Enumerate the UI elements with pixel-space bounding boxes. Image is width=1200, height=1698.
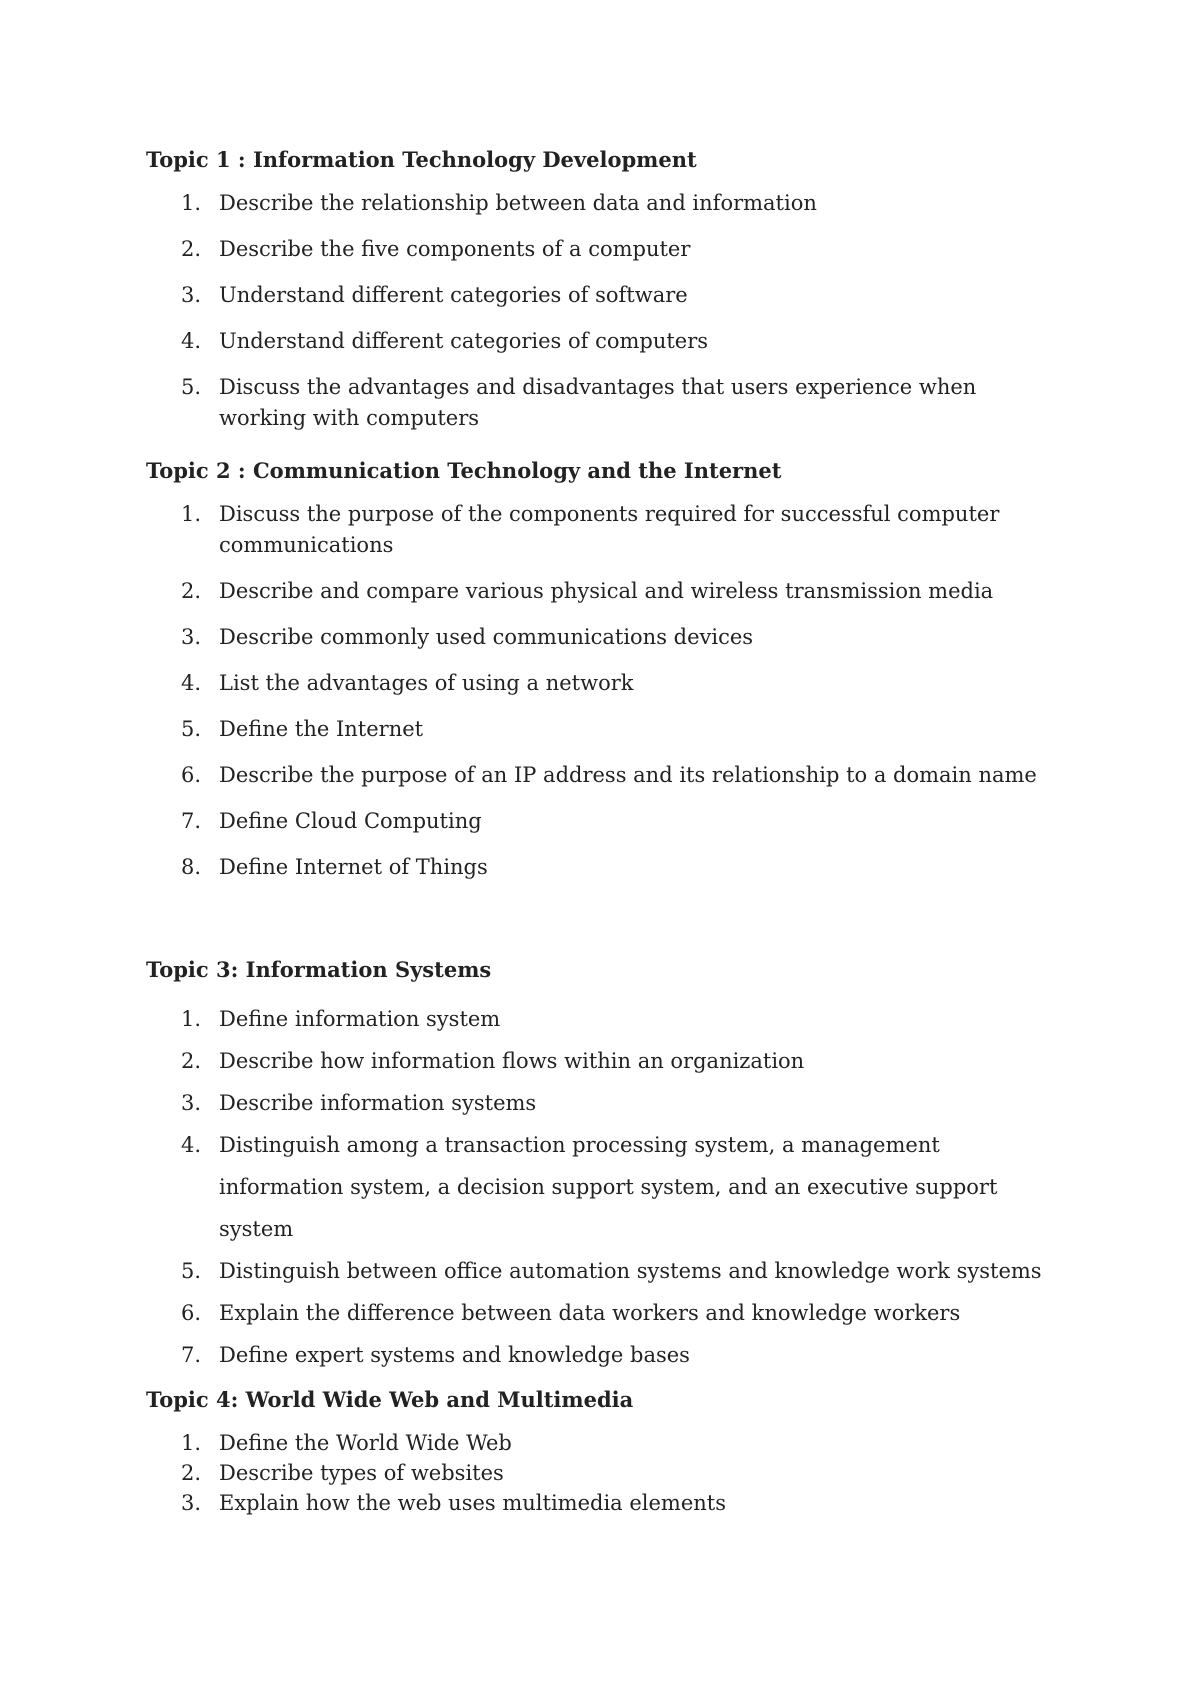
list-item <box>146 372 1046 434</box>
item-text: Define the World Wide Web <box>219 1431 512 1455</box>
item-number: 3. <box>181 1491 202 1515</box>
list-item <box>146 1124 1046 1250</box>
item-number: 2. <box>181 1049 202 1073</box>
item-number: 5. <box>181 1259 202 1283</box>
item-text: Discuss the advantages and disadvantages that users experience when working with computers <box>219 375 977 430</box>
topic-1-list <box>146 188 1046 434</box>
item-number: 1. <box>181 191 202 215</box>
item-number: 3. <box>181 1091 202 1115</box>
topic-3-section <box>146 954 1046 1376</box>
item-text: Understand different categories of computers <box>219 329 709 353</box>
list-item <box>146 280 1046 311</box>
list-item <box>146 622 1046 653</box>
item-text: Describe the relationship between data and information <box>219 191 817 215</box>
item-number: 4. <box>181 671 202 695</box>
item-text: Understand different categories of software <box>219 283 688 307</box>
list-item <box>146 1334 1046 1376</box>
item-text: Describe the purpose of an IP address and its relationship to a domain name <box>219 763 1037 787</box>
item-number: 7. <box>181 809 202 833</box>
item-number: 6. <box>181 1301 202 1325</box>
topic-4-heading: Topic 4: World Wide Web and Multimedia <box>146 1387 634 1412</box>
item-number: 8. <box>181 855 202 879</box>
list-item <box>146 806 1046 837</box>
list-item <box>146 234 1046 265</box>
item-text: Describe and compare various physical and wireless transmission media <box>219 579 994 603</box>
item-text: Define the Internet <box>219 717 424 741</box>
item-number: 2. <box>181 579 202 603</box>
item-number: 1. <box>181 502 202 526</box>
list-item <box>146 1292 1046 1334</box>
list-item <box>146 1250 1046 1292</box>
list-item <box>146 1458 1046 1488</box>
topic-2-section <box>146 455 1046 898</box>
list-item <box>146 1428 1046 1458</box>
topic-1-section <box>146 144 1046 449</box>
item-number: 2. <box>181 237 202 261</box>
item-number: 6. <box>181 763 202 787</box>
list-item <box>146 188 1046 219</box>
item-text: Describe types of websites <box>219 1461 504 1485</box>
topic-2-list <box>146 499 1046 883</box>
topic-1-heading: Topic 1 : Information Technology Development <box>146 147 697 172</box>
item-text: Describe information systems <box>219 1091 537 1115</box>
item-number: 3. <box>181 283 202 307</box>
topic-2-heading: Topic 2 : Communication Technology and the Internet <box>146 458 782 483</box>
topic-3-heading: Topic 3: Information Systems <box>146 957 492 982</box>
item-text: Define information system <box>219 1007 501 1031</box>
item-number: 4. <box>181 329 202 353</box>
item-text: Explain how the web uses multimedia elements <box>219 1491 727 1515</box>
list-item <box>146 326 1046 357</box>
item-number: 4. <box>181 1133 202 1157</box>
item-text: Describe how information flows within an organization <box>219 1049 805 1073</box>
item-number: 5. <box>181 375 202 399</box>
item-number: 5. <box>181 717 202 741</box>
topic-3-list <box>146 998 1046 1376</box>
list-item <box>146 576 1046 607</box>
item-text: Discuss the purpose of the components required for successful computer communications <box>219 502 1000 557</box>
topic-4-list <box>146 1428 1046 1518</box>
topic-4-section <box>146 1384 1046 1518</box>
list-item <box>146 499 1046 561</box>
item-text: Describe the five components of a computer <box>219 237 691 261</box>
item-text: Distinguish among a transaction processing system, a management information system, a decision support system, and an executive support system <box>219 1133 998 1241</box>
list-item <box>146 1040 1046 1082</box>
list-item <box>146 852 1046 883</box>
list-item <box>146 998 1046 1040</box>
item-text: List the advantages of using a network <box>219 671 634 695</box>
list-item <box>146 760 1046 791</box>
list-item <box>146 1082 1046 1124</box>
item-number: 1. <box>181 1007 202 1031</box>
list-item <box>146 668 1046 699</box>
list-item <box>146 714 1046 745</box>
item-number: 2. <box>181 1461 202 1485</box>
item-text: Distinguish between office automation systems and knowledge work systems <box>219 1259 1042 1283</box>
item-text: Explain the difference between data workers and knowledge workers <box>219 1301 961 1325</box>
item-text: Define Cloud Computing <box>219 809 482 833</box>
item-text: Define expert systems and knowledge bases <box>219 1343 690 1367</box>
item-number: 3. <box>181 625 202 649</box>
item-text: Describe commonly used communications devices <box>219 625 754 649</box>
item-number: 1. <box>181 1431 202 1455</box>
item-text: Define Internet of Things <box>219 855 488 879</box>
item-number: 7. <box>181 1343 202 1367</box>
list-item <box>146 1488 1046 1518</box>
